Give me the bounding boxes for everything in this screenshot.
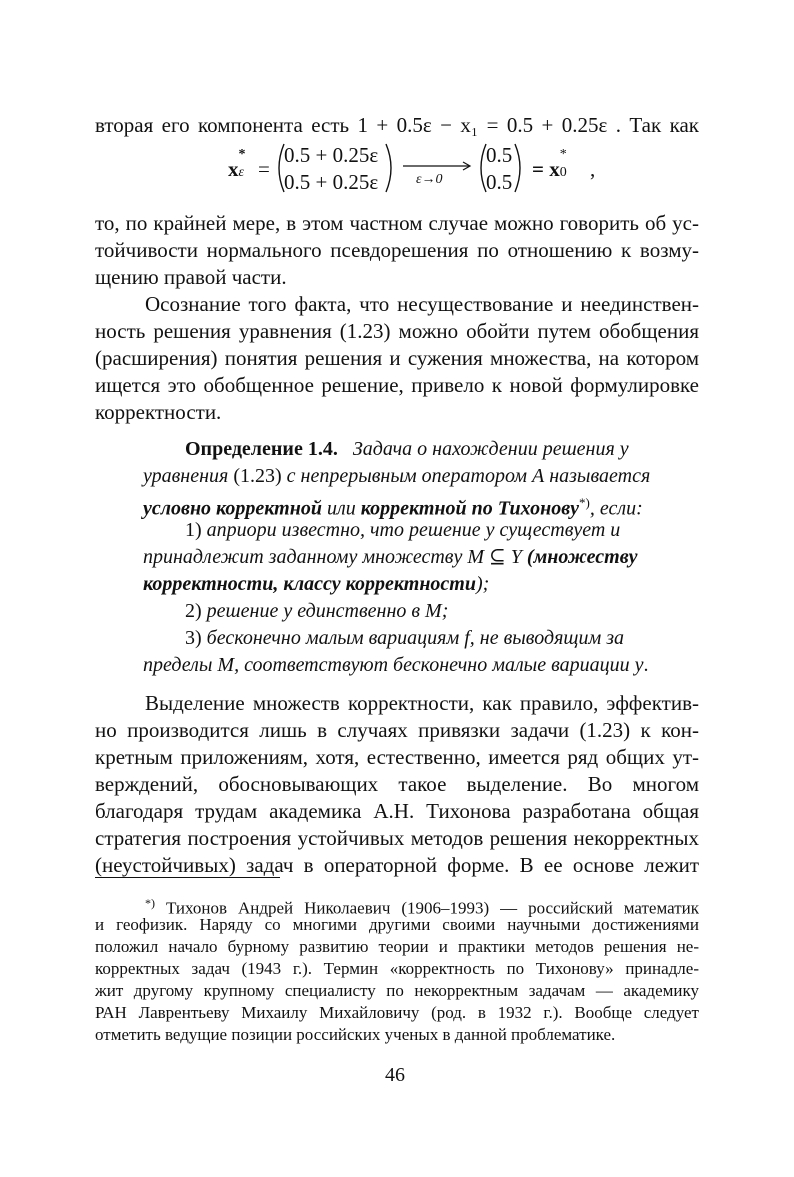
para4-line: (неустойчивых) задач в операторной форме. В ее основе лежит: [95, 853, 699, 877]
footnote-line: отметить ведущие позиции российских ученых в данной проблематике.: [95, 1025, 616, 1044]
definition-text: принадлежит заданному множеству: [143, 546, 463, 568]
para3-line: ищется это обобщенное решение, привело к новой формулировке: [95, 373, 699, 397]
set-M-subset-Y: M ⊆ Y: [467, 546, 522, 568]
definition-text: , не выводящим за: [469, 627, 625, 649]
formula-block: [228, 142, 608, 198]
footnote-divider: [95, 877, 280, 878]
equation-ref: (1.23): [233, 465, 282, 487]
definition-item-1c: [143, 571, 489, 597]
item-number: 1): [185, 519, 202, 541]
item-number: 3): [185, 627, 202, 649]
footnote-line: положил начало бурному развитию теории и практики методов решения не-: [95, 937, 699, 956]
para4-line: Выделение множеств корректности, как правило, эффектив-: [145, 691, 699, 715]
definition-text: бесконечно малым вариациям: [206, 627, 460, 649]
definition-text: , соответствуют бесконечно малые вариации: [234, 654, 630, 676]
formula-eq: =: [258, 157, 270, 181]
definition-text: );: [475, 573, 490, 595]
definition-item-2: [185, 598, 448, 624]
var-A: A: [531, 465, 545, 487]
definition-item-3b: [143, 652, 649, 678]
var-y: y: [485, 519, 495, 541]
definition-text: пределы: [143, 654, 213, 676]
footnote-text: Тихонов Андрей Николаевич (1906–1993) — российский математик: [165, 898, 699, 918]
definition-text: , если:: [589, 497, 643, 520]
definition-text: существует и: [499, 519, 621, 541]
definition-text: единственно в: [297, 600, 421, 622]
page-number: 46: [385, 1064, 405, 1086]
right-paren-2: [513, 142, 527, 194]
para3-line: корректности.: [95, 400, 222, 424]
para3-line: (расширения) понятия решения и сужения множества, на котором: [95, 346, 699, 370]
footnote-line: РАН Лаврентьеву Михаилу Михайловичу (род. в 1932 г.). Вообще следует: [95, 1003, 699, 1022]
term-correctness-class: корректности, классу корректности: [143, 573, 476, 595]
footnote-ref: *): [579, 495, 590, 510]
term-tikhonov: корректной по Тихонову: [360, 497, 580, 520]
para4-line: благодаря трудам академика А.Н. Тихонова разработана общая: [95, 799, 699, 823]
item-number: 2): [185, 600, 202, 622]
definition-text: уравнения: [143, 465, 229, 487]
footnote-line: корректных задач (1943 г.). Термин «корректность по Тихонову» принадле-: [95, 959, 699, 978]
definition-item-3: [185, 625, 624, 651]
definition-text: называется: [549, 465, 651, 487]
definition-text: априори известно, что решение: [206, 519, 481, 541]
var-f: f: [464, 627, 470, 649]
definition-heading: Определение 1.4.: [185, 438, 338, 460]
formula-rhs: = x * 0: [532, 147, 567, 181]
definition-text: с непрерывным оператором: [286, 465, 527, 487]
var-y: y: [283, 600, 293, 622]
matrix1-bottom: 0.5 + 0.25ε: [284, 170, 379, 194]
definition-text: .: [643, 654, 649, 676]
definition-item-1b: [143, 544, 638, 570]
var-y: y: [619, 438, 629, 460]
limit-arrow: [403, 160, 473, 172]
footnote-line: жит другому крупному специалисту по некорректным задачам — академику: [95, 981, 699, 1000]
para3-line: ность решения уравнения (1.23) можно обойти путем обобщения: [95, 319, 699, 343]
term-correctness-set: (множеству: [526, 546, 638, 568]
matrix2-bottom: 0.5: [486, 170, 513, 194]
term-conditional: условно корректной: [143, 497, 322, 520]
para2-line: то, по крайней мере, в этом частном случае можно говорить об ус-: [95, 211, 699, 235]
para4-line: но производится лишь в случаях привязки задачи (1.23) к кон-: [95, 718, 699, 742]
para4-line: кретным приложениям, хотя, естественно, имеется ряд общих ут-: [95, 745, 699, 769]
definition-item-1: [185, 517, 620, 543]
matrix2-top: 0.5: [486, 143, 513, 167]
set-M: M: [217, 654, 235, 676]
formula-lhs: x * ε: [228, 147, 246, 181]
para4-line: верждений, обосновывающих такое выделение. Во многом: [95, 772, 699, 796]
matrix1-top: 0.5 + 0.25ε: [284, 143, 379, 167]
var-y: y: [634, 654, 644, 676]
right-paren-1: [384, 142, 398, 194]
definition-line-2: [143, 463, 650, 489]
formula-trail: ,: [590, 157, 596, 181]
definition-text: или: [326, 497, 356, 520]
para3-line: Осознание того факта, что несуществование и неединствен-: [145, 292, 699, 316]
para2-line: щению правой части.: [95, 265, 287, 289]
definition-line-1: [185, 436, 629, 462]
para2-line: тойчивости нормального псевдорешения по отношению к возму-: [95, 238, 699, 262]
definition-text: решение: [206, 600, 279, 622]
arrow-label: ε→0: [416, 172, 443, 187]
para4-line: стратегия построения устойчивых методов решения некорректных: [95, 826, 699, 850]
footnote-line: и геофизик. Наряду со многими другими своими научными достижениями: [95, 915, 699, 934]
para1-line: вторая его компонента есть 1 + 0.5ε − x₁ = 0.5 + 0.25ε . Так как: [95, 113, 699, 137]
set-M: M: [425, 600, 442, 622]
definition-text: Задача о нахождении решения: [352, 438, 615, 460]
definition-text: ;: [441, 600, 449, 622]
footnote-mark: *): [145, 896, 155, 910]
